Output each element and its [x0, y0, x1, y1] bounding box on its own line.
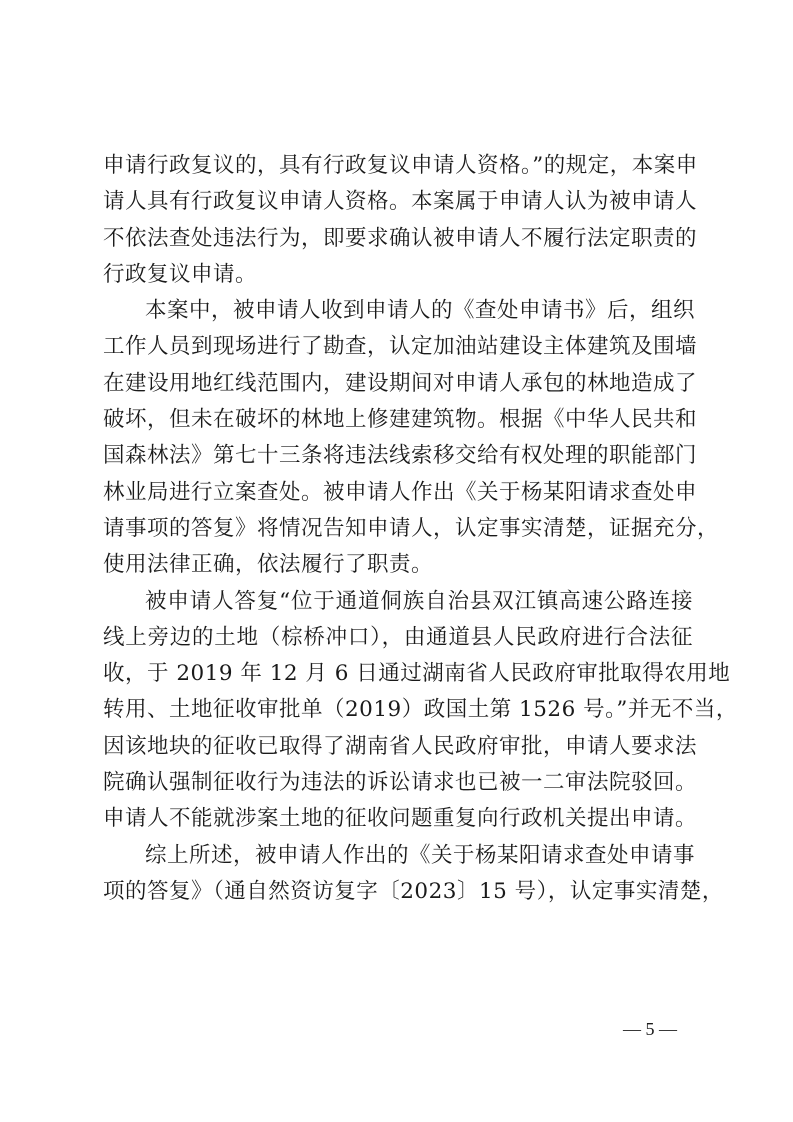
text-line: 请人具有行政复议申请人资格。本案属于申请人认为被申请人 [103, 189, 698, 215]
body-text [103, 148, 738, 910]
text-line: 院确认强制征收行为违法的诉讼请求也已被一二审法院驳回。 [103, 770, 698, 796]
paragraph-start-line: 综上所述，被申请人作出的《关于杨某阳请求查处申请事 [145, 842, 696, 868]
text-line: 工作人员到现场进行了勘查，认定加油站建设主体建筑及围墙 [103, 334, 698, 360]
text-line: 在建设用地红线范围内，建设期间对申请人承包的林地造成了 [103, 370, 698, 396]
paragraph-start-line: 被申请人答复“位于通道侗族自治县双江镇高速公路连接 [145, 588, 693, 614]
text-line: 使用法律正确，依法履行了职责。 [103, 552, 434, 578]
text-line: 破坏，但未在破坏的林地上修建建筑物。根据《中华人民共和 [103, 407, 698, 433]
text-line: 项的答复》（通自然资访复字〔2023〕15 号），认定事实清楚， [103, 878, 724, 904]
text-line: 林业局进行立案查处。被申请人作出《关于杨某阳请求查处申 [103, 479, 698, 505]
paragraph-start-line: 本案中，被申请人收到申请人的《查处申请书》后，组织 [145, 298, 696, 324]
text-line: 收，于 2019 年 12 月 6 日通过湖南省人民政府审批取得农用地 [103, 661, 731, 687]
text-line: 因该地块的征收已取得了湖南省人民政府审批，申请人要求法 [103, 733, 698, 759]
text-line: 线上旁边的土地（棕桥冲口），由通道县人民政府进行合法征 [103, 624, 693, 650]
text-line: 不依法查处违法行为，即要求确认被申请人不履行法定职责的 [103, 225, 698, 251]
text-line: 行政复议申请。 [103, 261, 258, 287]
text-line: 申请行政复议的，具有行政复议申请人资格。”的规定，本案申 [103, 153, 698, 178]
text-line: 转用、土地征收审批单（2019）政国土第 1526 号。”并无不当， [103, 697, 738, 723]
page-number: — 5 — [623, 1019, 677, 1039]
text-line: 申请人不能就涉案土地的征收问题重复向行政机关提出申请。 [103, 806, 698, 832]
text-line: 国森林法》第七十三条将违法线索移交给有权处理的职能部门 [103, 443, 698, 469]
text-line: 请事项的答复》将情况告知申请人，认定事实清楚，证据充分， [103, 515, 720, 541]
